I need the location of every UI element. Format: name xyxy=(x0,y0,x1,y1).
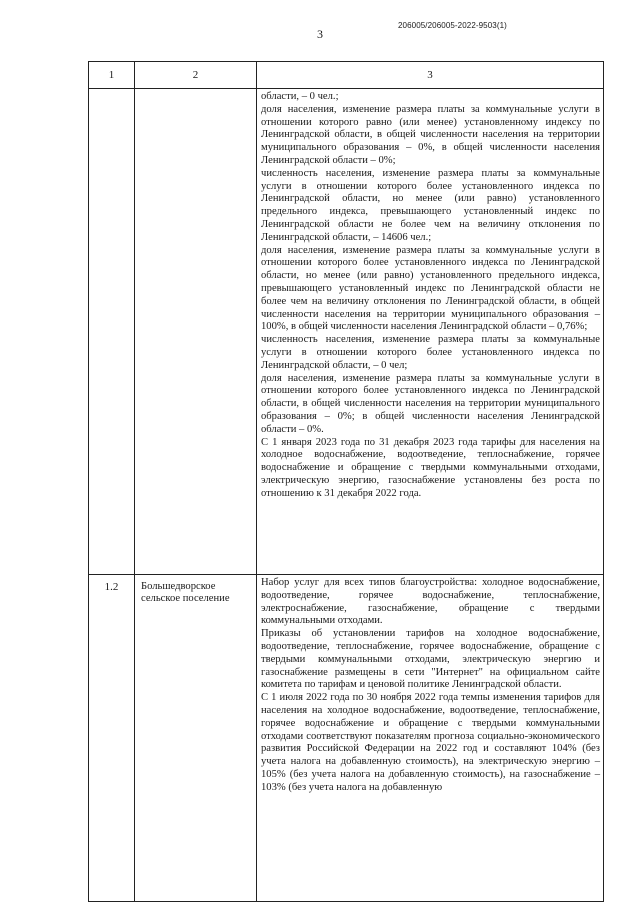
table-row xyxy=(89,89,604,575)
row-number xyxy=(89,89,135,575)
row-number: 1.2 xyxy=(89,575,135,902)
paragraph: области, – 0 чел.; xyxy=(261,91,339,102)
paragraph: Приказы об установлении тарифов на холодное водоснабжение, водоотведение, теплоснабжение, горячее водоснабжение, обращение с твердыми коммунальными отходами, электрическую энергию и газоснабжение размещены в сети "Интернет" на официальном сайте комитета по тарифам и ценовой политике Ленинградской области. xyxy=(261,628,600,691)
paragraph: доля населения, изменение размера платы за коммунальные услуги в отношении которого более установленного индекса по Ленинградской области, но менее (или равно) установленного предельного индекса, превышающего установленный индекс по Ленинградской области не более чем на величину отклонения по Ленинградской области, в общей численности населения на территории муниципального образования – 100%, в общей численности населения Ленинградской области – 0,76%; xyxy=(261,244,600,333)
header-col-1: 1 xyxy=(89,62,135,89)
paragraph: Набор услуг для всех типов благоустройства: холодное водоснабжение, водоотведение, горячее водоснабжение, теплоснабжение, электроснабжение, газоснабжение, обращение с твердыми коммунальными отходами. xyxy=(261,577,600,627)
paragraph: С 1 января 2023 года по 31 декабря 2023 года тарифы для населения на холодное водоснабжение, водоотведение, теплоснабжение, горячее водоснабжение и обращение с твердыми коммунальными отходами, электрическую энергию, газоснабжение установлены без роста по отношению к 31 декабря 2022 года. xyxy=(261,436,600,499)
paragraph: доля населения, изменение размера платы за коммунальные услуги в отношении которого более установленного индекса по Ленинградской области, в общей численности населения на территории муниципального образования – 0%; в общей численности населения Ленинградской области – 0%. xyxy=(261,372,600,435)
row-description xyxy=(257,89,604,575)
row-description xyxy=(257,575,604,902)
paragraph: численность населения, изменение размера платы за коммунальные услуги в отношении которого более установленного индекса по Ленинградской области, но менее (или равно) установленного предельного индекса, превышающего установленный индекс по Ленинградской области не более чем на величину отклонения по Ленинградской области, – 14606 чел.; xyxy=(261,167,600,243)
document-id: 206005/206005-2022-9503(1) xyxy=(398,21,507,30)
settlement-name: Большедворское сельское поселение xyxy=(135,575,257,902)
paragraph: С 1 июля 2022 года по 30 ноября 2022 года темпы изменения тарифов для населения на холодное водоснабжение, водоотведение, теплоснабжение, горячее водоснабжение и обращение с твердыми коммунальными отходами соответствуют показателям прогноза социально-экономического развития Российской Федерации на 2022 год и составляют 104% (без учета налога на добавленную стоимость), на электрическую энергию – 105% (без учета налога на добавленную стоимость), на газоснабжение – 103% (без учета налога на добавленную xyxy=(261,692,600,793)
paragraph: доля населения, изменение размера платы за коммунальные услуги в отношении которого равно (или менее) установленному индексу по Ленинградской области, в общей численности населения на территории муниципального образования – 0%, в общей численности населения Ленинградской области – 0%; xyxy=(261,103,600,166)
paragraph: численность населения, изменение размера платы за коммунальные услуги в отношении которого более установленного индекса по Ленинградской области, – 0 чел; xyxy=(261,334,600,371)
table-header-row xyxy=(89,62,604,89)
table-row xyxy=(89,575,604,902)
header-col-2: 2 xyxy=(135,62,257,89)
page-number: 3 xyxy=(317,27,323,41)
content-table xyxy=(88,61,604,902)
header-col-3: 3 xyxy=(257,62,604,89)
settlement-name xyxy=(135,89,257,575)
